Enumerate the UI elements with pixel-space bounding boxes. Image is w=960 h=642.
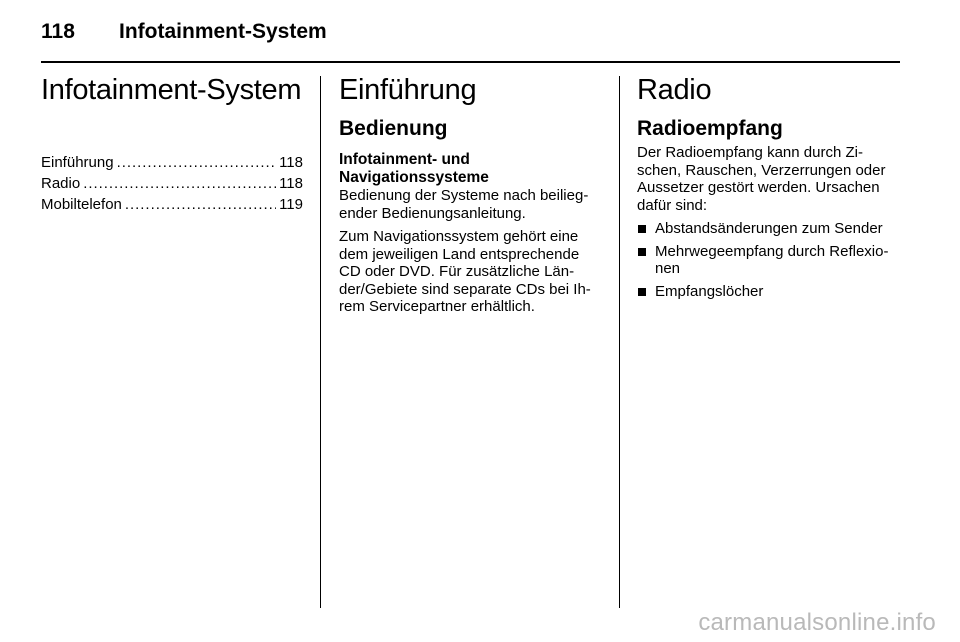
subsubsection-heading bbox=[339, 151, 605, 187]
text-line: CD oder DVD. Für zusätzliche Län- bbox=[339, 263, 575, 280]
running-title: Infotainment-System bbox=[119, 20, 327, 43]
toc-entry[interactable] bbox=[41, 173, 303, 194]
page-number: 118 bbox=[41, 20, 75, 43]
column-divider-1 bbox=[320, 76, 321, 608]
text-line: rem Servicepartner erhältlich. bbox=[339, 298, 535, 315]
text-line: Der Radioempfang kann durch Zi- bbox=[637, 144, 863, 161]
table-of-contents bbox=[41, 152, 303, 215]
toc-leader-dots bbox=[83, 173, 276, 194]
bullet-list bbox=[637, 220, 937, 300]
toc-leader-dots bbox=[117, 152, 277, 173]
section-heading: Einführung bbox=[339, 74, 477, 106]
text-line: Zum Navigationssystem gehört eine bbox=[339, 228, 579, 245]
list-item bbox=[637, 283, 937, 301]
watermark: carmanualsonline.info bbox=[698, 609, 936, 636]
toc-entry-page: 118 bbox=[279, 154, 303, 171]
column-radio bbox=[637, 72, 937, 300]
subsection-heading: Bedienung bbox=[339, 117, 448, 140]
text-line: dem jeweiligen Land entsprechende bbox=[339, 245, 580, 263]
list-item-text: Mehrwegeempfang durch Reflexio- bbox=[655, 242, 889, 260]
text-line: der/Gebiete sind separate CDs bei Ih- bbox=[339, 280, 591, 298]
text-line: Bedienung der Systeme nach beilieg- bbox=[339, 187, 589, 204]
toc-leader-dots bbox=[125, 194, 276, 215]
list-item-text: Empfangslöcher bbox=[655, 282, 764, 300]
heading-line: Infotainment- und bbox=[339, 151, 470, 168]
square-bullet-icon bbox=[638, 225, 646, 233]
toc-entry-label: Radio bbox=[41, 175, 81, 192]
toc-entry[interactable] bbox=[41, 194, 303, 215]
toc-entry[interactable] bbox=[41, 152, 303, 173]
column-toc bbox=[41, 72, 303, 215]
subsection-heading: Radioempfang bbox=[637, 117, 783, 140]
list-item bbox=[637, 243, 937, 278]
header-rule bbox=[41, 61, 900, 63]
text-line: schen, Rauschen, Verzerrungen oder bbox=[637, 161, 886, 179]
toc-entry-page: 119 bbox=[279, 196, 303, 213]
toc-entry-label: Mobiltelefon bbox=[41, 196, 122, 213]
list-item-text: nen bbox=[655, 260, 681, 277]
list-item bbox=[637, 220, 937, 238]
chapter-title: Infotainment-System bbox=[41, 74, 302, 106]
text-line: ender Bedienungsanleitung. bbox=[339, 204, 526, 222]
text-line: dafür sind: bbox=[637, 196, 708, 214]
square-bullet-icon bbox=[638, 288, 646, 296]
page-header bbox=[41, 20, 327, 48]
heading-line: Navigationssysteme bbox=[339, 169, 489, 186]
paragraph bbox=[339, 228, 605, 316]
column-einfuehrung bbox=[339, 72, 605, 316]
paragraph bbox=[637, 144, 937, 214]
paragraph bbox=[339, 187, 605, 222]
text-line: Aussetzer gestört werden. Ursachen bbox=[637, 179, 880, 196]
toc-entry-label: Einführung bbox=[41, 154, 114, 171]
list-item-text: Abstandsänderungen zum Sender bbox=[655, 220, 883, 237]
square-bullet-icon bbox=[638, 248, 646, 256]
column-divider-2 bbox=[619, 76, 620, 608]
toc-entry-page: 118 bbox=[279, 175, 303, 192]
section-heading: Radio bbox=[637, 74, 712, 106]
